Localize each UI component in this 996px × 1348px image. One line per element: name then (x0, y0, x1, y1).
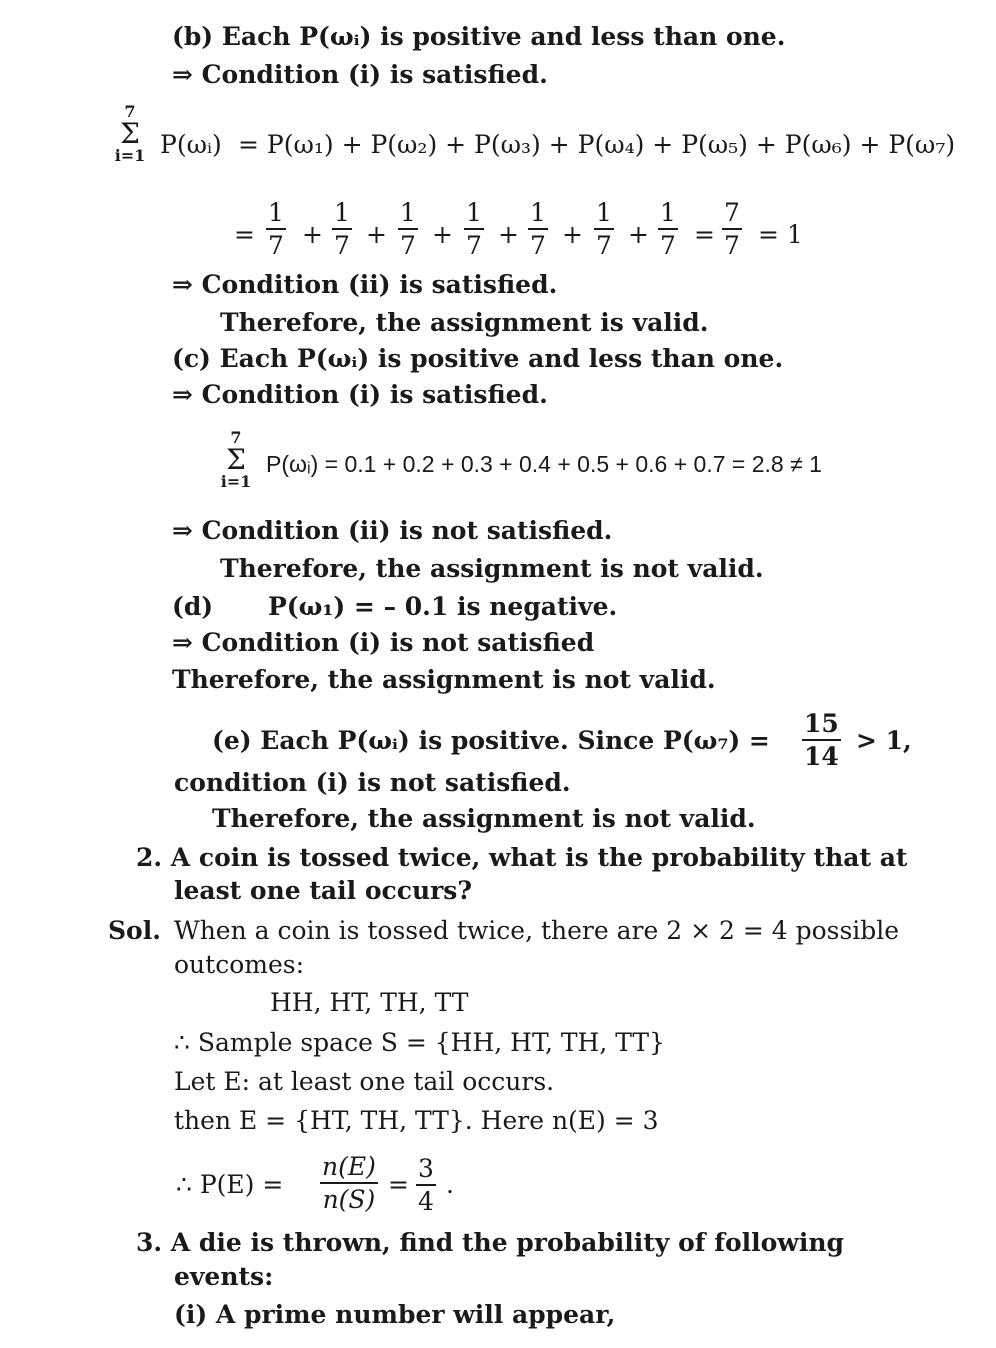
part-d-label: (d) (172, 592, 214, 621)
part-e-statement: (e) Each P(ωᵢ) is positive. Since P(ω₇) = (212, 726, 770, 755)
solution-line-2: outcomes: (174, 950, 305, 979)
fraction-total: $\frac{7}{7}$ (724, 198, 740, 260)
part-c-conclusion: Therefore, the assignment is not valid. (220, 554, 764, 583)
part-e-conclusion: Therefore, the assignment is not valid. (212, 804, 756, 833)
fraction-5: $\frac{1}{7}$ (530, 198, 546, 260)
sum-upper: 7 (230, 428, 242, 447)
equals-sign: = (234, 220, 255, 249)
plus-sign: + (432, 220, 453, 249)
fraction-7: $\frac{1}{7}$ (660, 198, 676, 260)
question-3-line-1: 3. A die is thrown, find the probability of following (136, 1228, 844, 1257)
part-c-condition-ii: ⇒ Condition (ii) is not satisfied. (172, 516, 613, 545)
part-b-condition-i: ⇒ Condition (i) is satisfied. (172, 60, 548, 89)
sum-lower: i=1 (220, 472, 252, 491)
part-b-condition-ii: ⇒ Condition (ii) is satisfied. (172, 270, 558, 299)
sigma-icon: Σ (226, 443, 246, 476)
fraction-2: $\frac{1}{7}$ (334, 198, 350, 260)
sum-expression-c: P(ωᵢ) = 0.1 + 0.2 + 0.3 + 0.4 + 0.5 + 0.6 + 0.7 = 2.8 ≠ 1 (266, 451, 822, 477)
part-d-conclusion: Therefore, the assignment is not valid. (172, 665, 716, 694)
sample-space: ∴ Sample space S = {HH, HT, TH, TT} (174, 1028, 665, 1057)
summation-c (218, 430, 254, 490)
sum-lower: i=1 (114, 146, 146, 165)
probability-label: ∴ P(E) = (176, 1170, 284, 1199)
plus-sign: + (628, 220, 649, 249)
equals-sign: = (694, 220, 715, 249)
part-e-condition: condition (i) is not satisfied. (174, 768, 571, 797)
plus-sign: + (302, 220, 323, 249)
solution-line-1: When a coin is tossed twice, there are 2 × 2 = 4 possible (174, 916, 900, 945)
question-2-line-2: least one tail occurs? (174, 876, 473, 905)
event-set: then E = {HT, TH, TT}. Here n(E) = 3 (174, 1106, 659, 1135)
fraction-3: $\frac{1}{7}$ (400, 198, 416, 260)
outcomes-list: HH, HT, TH, TT (270, 988, 469, 1017)
probability-value: $\frac{3}{4}$ (418, 1154, 434, 1216)
question-2-line-1: 2. A coin is tossed twice, what is the probability that at (136, 843, 908, 872)
equals-sign: = (388, 1170, 409, 1199)
sigma-icon: Σ (120, 117, 140, 150)
sum-result: = 1 (758, 220, 803, 249)
sum-upper: 7 (124, 102, 136, 121)
part-c-condition-i: ⇒ Condition (i) is satisfied. (172, 380, 548, 409)
part-d-expression: P(ω₁) = – 0.1 is negative. (268, 592, 618, 621)
period: . (446, 1170, 454, 1199)
part-e-fraction: $\frac{15}{14}$ (804, 709, 839, 771)
part-d-condition: ⇒ Condition (i) is not satisfied (172, 628, 595, 657)
question-3-line-2: events: (174, 1262, 274, 1291)
plus-sign: + (366, 220, 387, 249)
sum-lhs: P(ωᵢ) (160, 130, 222, 159)
plus-sign: + (498, 220, 519, 249)
plus-sign: + (562, 220, 583, 249)
fraction-1: $\frac{1}{7}$ (268, 198, 284, 260)
question-3-item-i: (i) A prime number will appear, (174, 1300, 616, 1329)
fraction-4: $\frac{1}{7}$ (466, 198, 482, 260)
sum-rhs: = P(ω₁) + P(ω₂) + P(ω₃) + P(ω₄) + P(ω₅) + P(ω₆) + P(ω₇) (238, 130, 956, 159)
fraction-6: $\frac{1}{7}$ (596, 198, 612, 260)
solution-label: Sol. (108, 916, 161, 945)
part-b-conclusion: Therefore, the assignment is valid. (220, 308, 709, 337)
summation-b (112, 104, 148, 164)
part-e-greater: > 1, (856, 726, 912, 755)
probability-fraction: $\frac{n(E)}{n(S)}$ (322, 1152, 376, 1214)
event-definition: Let E: at least one tail occurs. (174, 1067, 555, 1096)
part-c-statement: (c) Each P(ωᵢ) is positive and less than one. (172, 344, 784, 373)
part-b-statement: (b) Each P(ωᵢ) is positive and less than one. (172, 22, 786, 51)
